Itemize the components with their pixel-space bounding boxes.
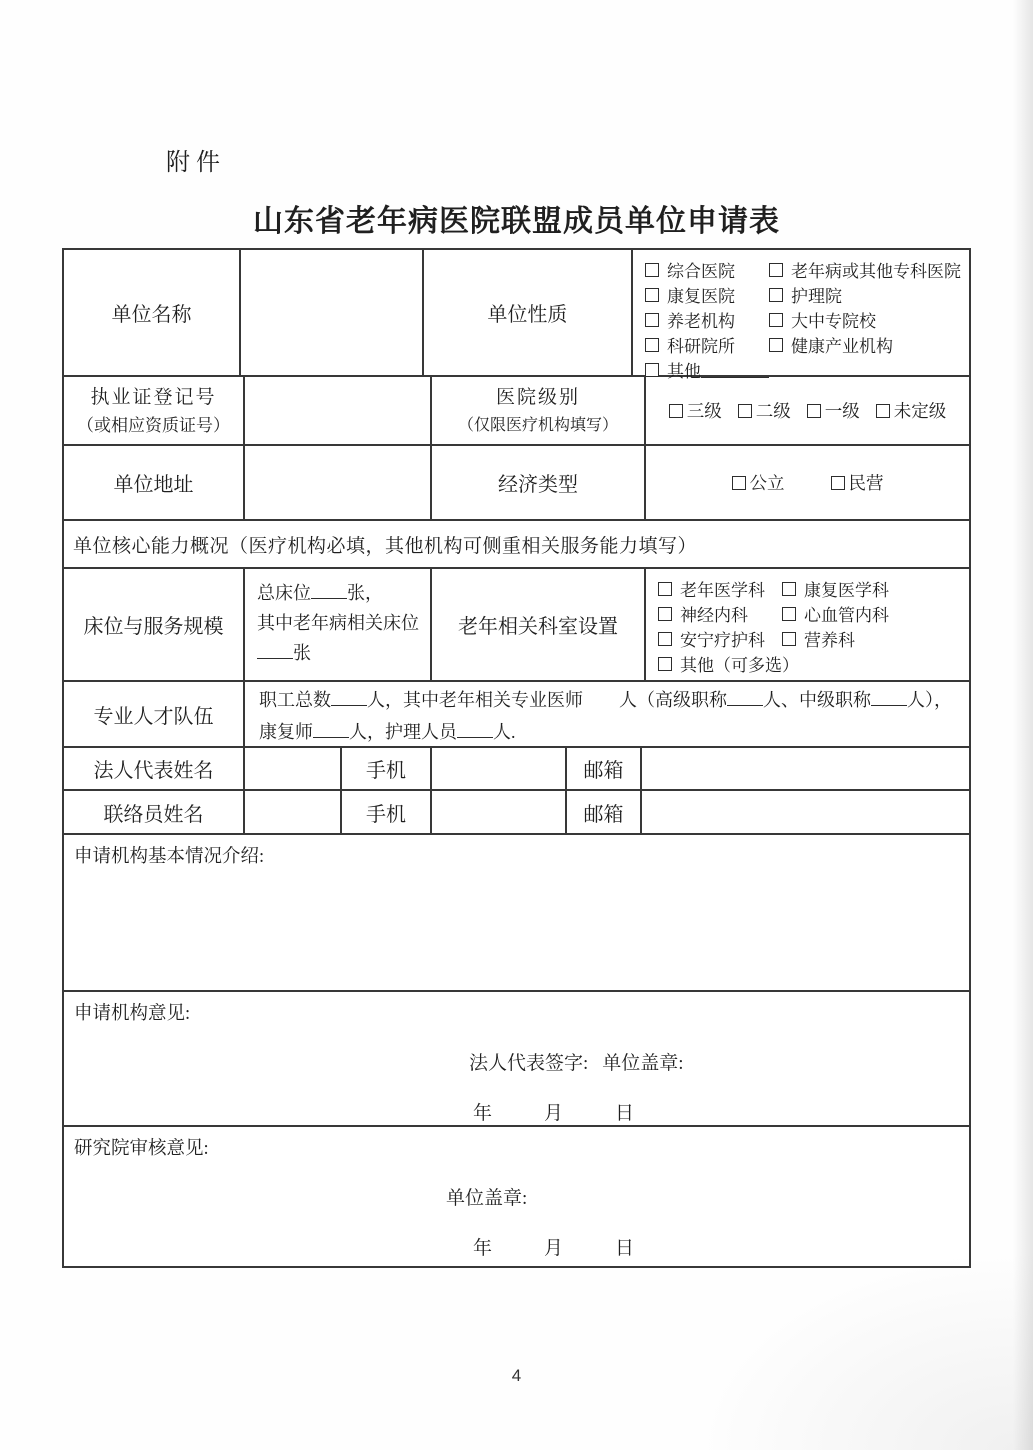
beds-line3-suffix: 张 — [293, 643, 311, 663]
checkbox-icon — [769, 338, 783, 352]
checkbox-icon — [658, 582, 672, 596]
checkbox-option-label: 二级 — [755, 401, 791, 421]
checkbox-option-label: 公立 — [749, 473, 785, 493]
blank-line — [331, 690, 367, 706]
beds-line1-prefix: 总床位 — [257, 583, 311, 603]
row-license — [64, 377, 969, 446]
checkbox-icon — [769, 263, 783, 277]
checkbox-icon — [645, 288, 659, 302]
checkbox-icon — [669, 404, 683, 418]
beds-line2: 其中老年病相关床位 — [257, 613, 419, 633]
checkbox-icon — [782, 582, 796, 596]
review-opinion-label: 研究院审核意见: — [74, 1139, 209, 1159]
review-opinion-cell — [64, 1127, 969, 1266]
legal-rep-email-value-cell — [642, 748, 969, 789]
checkbox-option — [782, 576, 889, 601]
staff-text: 人. — [493, 722, 516, 742]
checkbox-option-label: 三级 — [686, 401, 722, 421]
checkbox-icon — [769, 288, 783, 302]
checkbox-option — [658, 626, 782, 651]
hospital-level-options-cell — [646, 377, 969, 444]
checkbox-icon — [645, 263, 659, 277]
page-title: 山东省老年病医院联盟成员单位申请表 — [253, 205, 780, 238]
liaison-name-label: 联络员姓名 — [64, 791, 245, 833]
checkbox-option — [738, 398, 791, 423]
checkbox-icon — [807, 404, 821, 418]
checkbox-option-label: 营养科 — [804, 631, 855, 650]
checkbox-option-label: 其他 — [667, 362, 701, 381]
license-value-cell — [245, 377, 432, 444]
checkbox-option-label: 心血管内科 — [804, 606, 889, 625]
legal-rep-phone-value-cell — [432, 748, 567, 789]
staff-text: 人、中级职称 — [763, 690, 871, 710]
blank-line — [871, 690, 907, 706]
economic-type-label: 经济类型 — [432, 446, 646, 519]
checkbox-option — [645, 282, 769, 307]
unit-name-value-cell — [241, 250, 424, 375]
checkbox-icon — [645, 338, 659, 352]
blank-line — [727, 690, 763, 706]
row-legal-rep — [64, 748, 969, 791]
seal-line — [446, 1183, 527, 1210]
multi-select-note: （可多选） — [714, 656, 799, 675]
row-org-opinion — [64, 992, 969, 1127]
checkbox-icon — [658, 632, 672, 646]
unit-seal-label: 单位盖章: — [446, 1188, 528, 1209]
blank-line — [313, 722, 349, 738]
checkbox-option-label: 大中专院校 — [791, 312, 876, 331]
unit-seal-label: 单位盖章: — [602, 1053, 684, 1074]
month-label: 月 — [544, 1103, 564, 1124]
date-line — [473, 1098, 634, 1125]
checkbox-option-label: 健康产业机构 — [791, 337, 893, 356]
unit-address-value-cell — [245, 446, 432, 519]
legal-rep-email-label: 邮箱 — [567, 748, 642, 789]
checkbox-option-label: 神经内科 — [680, 606, 748, 625]
unit-nature-options-cell — [633, 250, 969, 381]
checkbox-option-label: 康复医院 — [667, 287, 735, 306]
blank-line — [457, 722, 493, 738]
option-line — [645, 257, 961, 282]
checkbox-icon — [831, 476, 845, 490]
row-address — [64, 446, 969, 521]
legal-rep-name-value-cell — [245, 748, 342, 789]
economic-type-options-cell — [646, 446, 969, 519]
page-number: 4 — [511, 1366, 522, 1385]
row-liaison — [64, 791, 969, 835]
checkbox-option-label: 老年医学科 — [680, 581, 765, 600]
checkbox-option-label: 养老机构 — [667, 312, 735, 331]
checkbox-option — [769, 282, 842, 307]
checkbox-option — [658, 576, 782, 601]
legal-rep-signature-label: 法人代表签字: — [469, 1053, 589, 1074]
departments-options-cell — [646, 569, 969, 680]
application-form-table — [62, 248, 971, 1268]
checkbox-icon — [645, 363, 659, 377]
intro-label: 申请机构基本情况介绍: — [74, 847, 265, 867]
staff-text: 人，护理人员 — [349, 722, 457, 742]
checkbox-icon — [876, 404, 890, 418]
staff-text: 康复师 — [259, 722, 313, 742]
checkbox-option — [732, 470, 785, 495]
staff-detail-cell — [245, 682, 969, 746]
option-line — [645, 332, 961, 357]
checkbox-option — [658, 651, 799, 676]
blank-line — [311, 583, 347, 599]
unit-nature-label: 单位性质 — [424, 250, 633, 375]
year-label: 年 — [473, 1238, 493, 1259]
hospital-level-label — [432, 377, 646, 444]
date-line — [473, 1233, 634, 1260]
unit-name-label: 单位名称 — [64, 250, 241, 375]
checkbox-option-label: 一级 — [824, 401, 860, 421]
row-intro — [64, 835, 969, 992]
liaison-email-value-cell — [642, 791, 969, 833]
checkbox-option-label: 护理院 — [791, 287, 842, 306]
checkbox-option — [831, 470, 884, 495]
checkbox-option-label: 未定级 — [893, 401, 947, 421]
license-label-line2: （或相应资质证号） — [77, 415, 230, 435]
checkbox-option — [769, 257, 961, 282]
checkbox-option — [769, 332, 893, 357]
checkbox-option-label: 老年病或其他专科医院 — [791, 262, 961, 281]
checkbox-option — [807, 398, 860, 423]
checkbox-option — [769, 307, 876, 332]
checkbox-option — [782, 601, 889, 626]
liaison-phone-value-cell — [432, 791, 567, 833]
checkbox-option-label: 综合医院 — [667, 262, 735, 281]
checkbox-option-label: 科研院所 — [667, 337, 735, 356]
beds-label: 床位与服务规模 — [64, 569, 245, 680]
departments-label: 老年相关科室设置 — [432, 569, 646, 680]
row-unit-name — [64, 250, 969, 381]
checkbox-option-label: 民营 — [848, 473, 884, 493]
staff-text: 人）， — [907, 690, 952, 710]
checkbox-option — [876, 398, 947, 423]
staff-text: 人，其中老年相关专业医师 — [367, 690, 583, 710]
option-line — [658, 601, 961, 626]
license-label-line1: 执业证登记号 — [90, 386, 217, 408]
legal-rep-name-label: 法人代表姓名 — [64, 748, 245, 789]
day-label: 日 — [615, 1103, 635, 1124]
year-label: 年 — [473, 1103, 493, 1124]
blank-line — [701, 362, 769, 378]
row-review-opinion — [64, 1127, 969, 1266]
liaison-phone-label: 手机 — [342, 791, 432, 833]
checkbox-icon — [732, 476, 746, 490]
checkbox-icon — [769, 313, 783, 327]
beds-detail-cell — [245, 569, 432, 680]
staff-text: 人（高级职称 — [619, 690, 727, 710]
signature-line — [469, 1048, 684, 1075]
hospital-level-label-line1: 医院级别 — [495, 387, 580, 408]
option-line — [658, 651, 961, 676]
staff-text: 职工总数 — [259, 690, 331, 710]
checkbox-option — [669, 398, 722, 423]
row-beds — [64, 569, 969, 682]
hospital-level-label-line2: （仅限医疗机构填写） — [457, 417, 618, 434]
option-line — [645, 282, 961, 307]
checkbox-option — [645, 257, 769, 282]
checkbox-icon — [738, 404, 752, 418]
checkbox-icon — [645, 313, 659, 327]
checkbox-option-label: 康复医学科 — [804, 581, 889, 600]
org-opinion-cell — [64, 992, 969, 1125]
beds-line1-suffix: 张， — [347, 583, 383, 603]
checkbox-icon — [782, 607, 796, 621]
blank-line — [257, 643, 293, 659]
row-core-header — [64, 521, 969, 569]
checkbox-option — [782, 626, 855, 651]
core-capability-header: 单位核心能力概况（医疗机构必填，其他机构可侧重相关服务能力填写） — [73, 535, 698, 557]
attachment-label: 附件 — [166, 150, 226, 176]
option-line — [645, 307, 961, 332]
staff-label: 专业人才队伍 — [64, 682, 245, 746]
intro-cell — [64, 835, 969, 990]
liaison-name-value-cell — [245, 791, 342, 833]
legal-rep-phone-label: 手机 — [342, 748, 432, 789]
option-line — [658, 626, 961, 651]
row-staff — [64, 682, 969, 748]
checkbox-option-label: 安宁疗护科 — [680, 631, 765, 650]
checkbox-icon — [658, 657, 672, 671]
unit-address-label: 单位地址 — [64, 446, 245, 519]
checkbox-option-label: 其他 — [680, 656, 714, 675]
liaison-email-label: 邮箱 — [567, 791, 642, 833]
month-label: 月 — [544, 1238, 564, 1259]
checkbox-option — [658, 601, 782, 626]
checkbox-option — [645, 332, 769, 357]
checkbox-icon — [782, 632, 796, 646]
checkbox-icon — [658, 607, 672, 621]
checkbox-option — [645, 307, 769, 332]
day-label: 日 — [615, 1238, 635, 1259]
license-label — [64, 377, 245, 444]
org-opinion-label: 申请机构意见: — [74, 1004, 191, 1024]
option-line — [658, 576, 961, 601]
